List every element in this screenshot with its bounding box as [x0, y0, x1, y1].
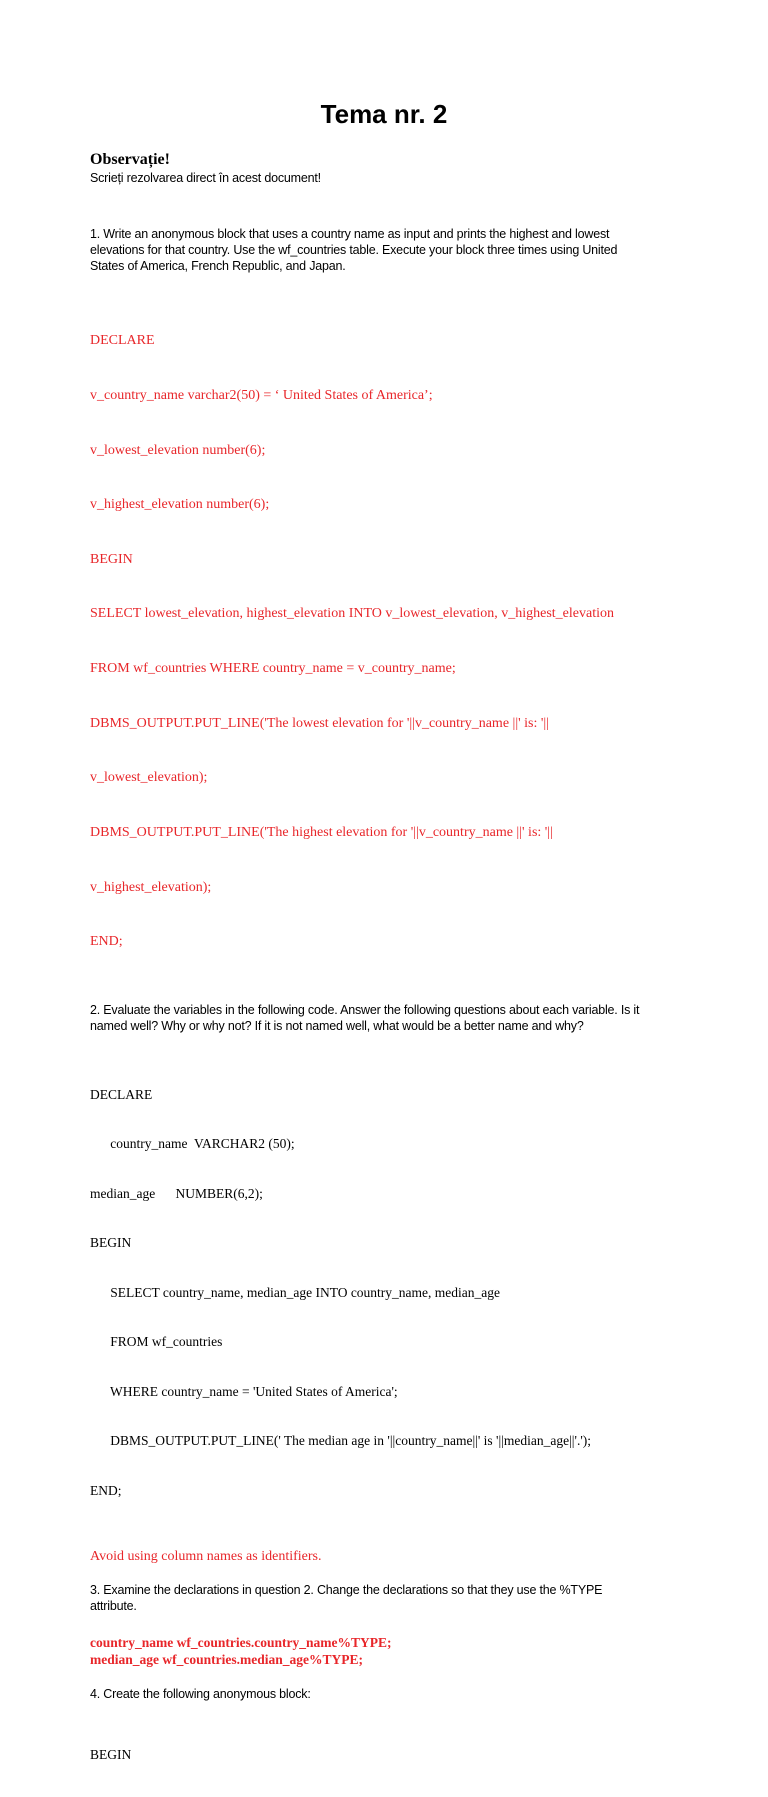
code-line: END;: [90, 934, 123, 950]
code-line: FROM wf_countries WHERE country_name = v_country_name;: [90, 661, 456, 677]
code-line: BEGIN: [90, 1747, 132, 1763]
code-line: DBMS_OUTPUT.PUT_LINE(' The median age in '||country_name||' is '||median_age||'.');: [90, 1433, 591, 1449]
answer-line: median_age wf_countries.median_age%TYPE;: [90, 1652, 363, 1668]
question-2-answer: Avoid using column names as identifiers.: [90, 1549, 322, 1565]
code-line: BEGIN: [90, 1235, 132, 1251]
code-line: SELECT country_name, median_age INTO country_name, median_age: [90, 1284, 501, 1300]
code-line: FROM wf_countries: [90, 1334, 223, 1350]
question-3-text: 3. Examine the declarations in question 2. Change the declarations so that they use the %TYPE attribute.: [90, 1583, 603, 1614]
code-line: v_highest_elevation number(6);: [90, 497, 270, 513]
question-1-text: 1. Write an anonymous block that uses a country name as input and prints the highest and lowest elevations for that country. Use the wf_countries table. Execute your block three times using United States of America, French Republic, and Japan.: [90, 227, 618, 273]
code-line: v_country_name varchar2(50) = ‘ United States of America’;: [90, 388, 433, 404]
question-4-text: 4. Create the following anonymous block:: [90, 1687, 311, 1702]
code-line: v_lowest_elevation);: [90, 770, 208, 786]
code-line: v_lowest_elevation number(6);: [90, 442, 266, 458]
code-line: DBMS_OUTPUT.PUT_LINE('The highest elevation for '||v_country_name ||' is: '||: [90, 824, 553, 840]
code-line: BEGIN: [90, 551, 133, 567]
document-body: [90, 150, 690, 1797]
question-1-code: [90, 296, 690, 988]
observation-heading: Observație!: [90, 151, 170, 168]
code-line: DECLARE: [90, 1086, 153, 1102]
code-line: v_highest_elevation);: [90, 879, 212, 895]
answer-line: country_name wf_countries.country_name%TYPE;: [90, 1635, 392, 1651]
code-line: country_name VARCHAR2 (50);: [90, 1136, 295, 1152]
observation-text: Scrieți rezolvarea direct în acest document!: [90, 171, 321, 185]
code-line: median_age NUMBER(6,2);: [90, 1185, 263, 1201]
question-2-text: 2. Evaluate the variables in the following code. Answer the following questions about each variable. Is it named well? Why or why not? If it is not named well, what would be a better name and why?: [90, 1002, 640, 1033]
code-line: WHERE country_name = 'United States of America';: [90, 1383, 398, 1399]
code-line: DBMS_OUTPUT.PUT_LINE('The lowest elevation for '||v_country_name ||' is: '||: [90, 715, 550, 731]
question-4-code: [90, 1714, 690, 1797]
code-line: SELECT lowest_elevation, highest_elevation INTO v_lowest_elevation, v_highest_elevation: [90, 606, 614, 622]
code-line: END;: [90, 1482, 122, 1498]
question-2-code: [90, 1054, 690, 1533]
document-title: Tema nr. 2: [320, 99, 448, 129]
question-3-answer: [90, 1634, 690, 1668]
code-line: DECLARE: [90, 333, 155, 349]
